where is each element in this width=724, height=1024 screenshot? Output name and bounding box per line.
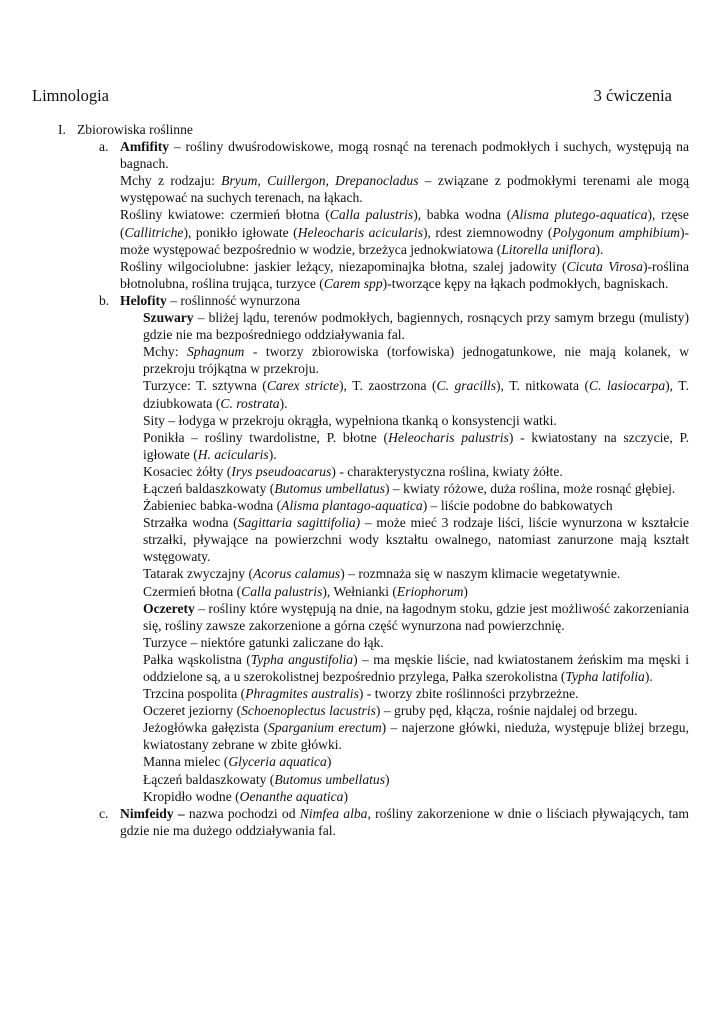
document-body bbox=[0, 121, 724, 839]
text-run: ) - kwiatostany na szczycie, P. igłowate ( bbox=[143, 429, 690, 462]
latin-name: Cicuta Virosa bbox=[566, 258, 643, 274]
text-run: , rośliny zakorzenione w dnie o liściach pływających, tam gdzie nie ma dużego oddziaływania fal. bbox=[120, 805, 689, 838]
text-run: ), rdest ziemnowodny ( bbox=[423, 224, 553, 240]
text-run: – rośliny które występują na dnie, na łagodnym stoku, gdzie jest możliwość zakorzeniania się, rośliny zawsze zakorzenione a górna część wynurzona nad powierzchnię. bbox=[143, 600, 689, 633]
latin-name: Polygonum amphibium bbox=[552, 224, 680, 240]
text-run: Kosaciec żółty ( bbox=[143, 463, 232, 479]
latin-name: C. rostrata bbox=[220, 395, 280, 411]
latin-name: Eriophorum bbox=[396, 583, 464, 599]
term-nimfeidy: Nimfeidy – bbox=[120, 805, 185, 821]
latin-name: Sagittaria sagittifolia) bbox=[237, 515, 361, 531]
latin-name: Calla palustris bbox=[329, 207, 414, 223]
paragraph-kosaciec bbox=[0, 463, 724, 480]
text-run: - tworzy zbiorowiska (torfowiska) jednogatunkowe, nie mają kolanek, w przekroju trójkątna w przekroju. bbox=[143, 344, 690, 377]
latin-name: Schoenoplectus lacustris bbox=[241, 703, 376, 719]
text-run: Rośliny kwiatowe: czermień błotna ( bbox=[120, 207, 330, 223]
text-run: ), T. dziubkowata ( bbox=[143, 378, 689, 411]
text-run: ), ponikło igłowate ( bbox=[183, 224, 298, 240]
paragraph-zabieniec bbox=[0, 497, 724, 514]
section-marker: I. bbox=[58, 122, 66, 137]
latin-name: Sparganium erectum bbox=[268, 720, 382, 736]
latin-name: Glyceria aquatica bbox=[228, 754, 327, 770]
latin-name: Typha angustifolia bbox=[250, 651, 354, 667]
text-run: Pałka wąskolistna ( bbox=[143, 651, 251, 667]
latin-name: Carex stricte bbox=[266, 378, 340, 394]
text-run: ), rzęse ( bbox=[120, 207, 689, 240]
paragraph-flowering-plants bbox=[0, 206, 724, 257]
latin-name: Nimfea alba bbox=[299, 805, 368, 821]
exercise-number: 3 ćwiczenia bbox=[593, 86, 672, 105]
text-run: ). bbox=[644, 669, 653, 684]
latin-name: Bryum, Cuillergon, Drepanocladus bbox=[221, 173, 419, 189]
paragraph-czermien bbox=[0, 583, 724, 600]
text-run: Żabieniec babka-wodna ( bbox=[143, 498, 282, 514]
text-run: Sity – łodyga w przekroju okrągła, wypełniona tkanką o konsystencji watki. bbox=[143, 412, 557, 428]
text-run: Turzyce – niektóre gatunki zaliczane do łąk. bbox=[143, 634, 384, 650]
helofity-definition: – roślinność wynurzona bbox=[166, 292, 301, 308]
text-run: ), babka wodna ( bbox=[413, 207, 512, 223]
term-oczerety: Oczerety bbox=[143, 600, 195, 616]
paragraph-laczen bbox=[0, 480, 724, 497]
latin-name: Irys pseudoacarus bbox=[231, 463, 332, 479]
section-title: Zbiorowiska roślinne bbox=[77, 122, 193, 137]
paragraph-palka bbox=[0, 651, 724, 685]
latin-name: Carem spp bbox=[323, 275, 383, 291]
latin-name: Oenanthe aquatica bbox=[239, 788, 344, 804]
text-run: )-tworzące kępy na łąkach podmokłych, bagniskach. bbox=[382, 275, 669, 291]
text-run: – bliżej lądu, terenów podmokłych, bagiennych, rosnących przy samym brzegu (mulisty) gdzie nie ma bezpośredniego oddziaływania fal. bbox=[143, 310, 689, 343]
term-szuwary: Szuwary bbox=[143, 310, 194, 326]
latin-name: Calla palustris bbox=[241, 583, 323, 599]
text-run: ) bbox=[343, 788, 349, 804]
text-run: )-może występować bezpośrednio w wodzie, brzeżyca jednokwiatowa ( bbox=[120, 224, 689, 257]
text-run: ) – ma męskie liście, nad kwiatostanem żeńskim ma męski i oddzielone są, a u szerokolistnej bezpośrednio przylega, Pałka szerokolistna ( bbox=[143, 651, 689, 684]
amfifity-definition: – rośliny dwuśrodowiskowe, mogą rosnąć na terenach podmokłych i suchych, występują na bagnach. bbox=[120, 139, 689, 172]
latin-name: Alisma plantago-aquatica bbox=[281, 498, 423, 514]
paragraph-manna bbox=[0, 753, 724, 770]
text-run: ) – gruby pęd, kłącza, rośnie najdalej od brzegu. bbox=[375, 703, 638, 719]
latin-name: Sphagnum bbox=[186, 344, 245, 360]
item-b bbox=[0, 292, 724, 309]
paragraph-laczen-2 bbox=[0, 771, 724, 788]
text-run: ) bbox=[326, 754, 332, 770]
text-run: Trzcina pospolita ( bbox=[143, 686, 246, 702]
section-heading bbox=[0, 121, 724, 138]
latin-name: Alisma plutego-aquatica bbox=[511, 207, 648, 223]
text-run: ) - tworzy zbite roślinności przybrzeżne. bbox=[358, 686, 579, 702]
item-c-marker: c. bbox=[99, 805, 109, 821]
text-run: ), Wełnianki ( bbox=[322, 583, 397, 599]
latin-name: Heleocharis acicularis bbox=[297, 224, 423, 240]
text-run: – związane z podmokłymi terenami ale mogą występować na suchych terenach, na łąkach. bbox=[120, 173, 689, 206]
text-run: ). bbox=[595, 241, 604, 257]
paragraph-turzyce bbox=[0, 377, 724, 411]
text-run: Oczeret jeziorny ( bbox=[143, 703, 242, 719]
text-run: ) – kwiaty różowe, duża roślina, może rosnąć głębiej. bbox=[384, 480, 676, 496]
paragraph-ponikla bbox=[0, 429, 724, 463]
text-run: Rośliny wilgociolubne: jaskier leżący, niezapominajka błotna, szalej jadowity ( bbox=[120, 258, 567, 274]
latin-name: Butomus umbellatus bbox=[274, 480, 385, 496]
text-run: ) - charakterystyczna roślina, kwiaty żółte. bbox=[331, 463, 563, 479]
text-run: ) bbox=[463, 583, 468, 599]
paragraph-mosses bbox=[0, 172, 724, 206]
page-header bbox=[32, 86, 672, 108]
item-a bbox=[0, 138, 724, 172]
text-run: – może mieć 3 rodzaje liści, liście wynurzona w kształcie strzałki, pływające na powierzchni wody kształtu owalnego, natomiast zanurzone mają kształt wstęgowaty. bbox=[143, 515, 689, 565]
paragraph-oczerety bbox=[0, 600, 724, 634]
text-run: Tatarak zwyczajny ( bbox=[143, 566, 253, 582]
item-c bbox=[0, 805, 724, 839]
text-run: ). bbox=[268, 446, 277, 462]
paragraph-mchy bbox=[0, 343, 724, 377]
paragraph-kropidlo bbox=[0, 788, 724, 805]
text-run: Czermień błotna ( bbox=[143, 583, 242, 599]
paragraph-szuwary bbox=[0, 309, 724, 343]
course-title: Limnologia bbox=[32, 86, 109, 105]
latin-name: C. gracills bbox=[436, 378, 497, 394]
text-run: ). bbox=[279, 395, 288, 411]
text-run: ) – najerzone główki, nieduża, występuje bliżej brzegu, kwiatostany zebrane w zbite główki. bbox=[143, 720, 689, 753]
text-run: Mchy z rodzaju: bbox=[120, 173, 222, 189]
paragraph-oczeret bbox=[0, 702, 724, 719]
term-helofity: Helofity bbox=[120, 292, 167, 308]
term-amfifity: Amfifity bbox=[120, 139, 170, 155]
paragraph-turzyce-laki bbox=[0, 634, 724, 651]
latin-name: Acorus calamus bbox=[253, 566, 341, 582]
text-run: ) bbox=[384, 771, 390, 787]
item-b-marker: b. bbox=[99, 292, 110, 308]
paragraph-strzalka bbox=[0, 514, 724, 565]
text-run: Manna mielec ( bbox=[143, 754, 229, 770]
text-run: )-roślina błotnolubna, roślina trująca, turzyce ( bbox=[120, 258, 689, 291]
paragraph-moisture-plants bbox=[0, 258, 724, 292]
paragraph-jezoglowka bbox=[0, 719, 724, 753]
text-run: Jeżogłówka gałęzista ( bbox=[143, 720, 269, 736]
text-run: ), T. nitkowata ( bbox=[496, 378, 589, 394]
item-a-marker: a. bbox=[99, 139, 109, 155]
text-run: Turzyce: T. sztywna ( bbox=[143, 378, 267, 394]
latin-name: Typha latifolia bbox=[565, 669, 645, 684]
latin-name: Butomus umbellatus bbox=[274, 771, 385, 787]
text-run: Mchy: bbox=[143, 344, 187, 360]
text-run: ) – rozmnaża się w naszym klimacie wegetatywnie. bbox=[340, 566, 621, 582]
text-run: Strzałka wodna ( bbox=[143, 515, 238, 531]
latin-name: Litorella uniflora bbox=[501, 241, 596, 257]
text-run: nazwa pochodzi od bbox=[184, 805, 300, 821]
latin-name: H. acicularis bbox=[197, 446, 269, 462]
text-run: Kropidło wodne ( bbox=[143, 788, 240, 804]
latin-name: Callitriche bbox=[124, 224, 184, 240]
text-run: ) – liście podobne do babkowatych bbox=[422, 498, 613, 514]
text-run: Łączeń baldaszkowaty ( bbox=[143, 480, 275, 496]
text-run: ), T. zaostrzona ( bbox=[339, 378, 437, 394]
paragraph-sity bbox=[0, 412, 724, 429]
paragraph-tatarak bbox=[0, 565, 724, 582]
latin-name: C. lasiocarpa bbox=[589, 378, 666, 394]
latin-name: Phragmites australis bbox=[245, 686, 359, 702]
text-run: Ponikła – rośliny twardolistne, P. błotne ( bbox=[143, 429, 389, 445]
text-run: Łączeń baldaszkowaty ( bbox=[143, 771, 275, 787]
latin-name: Heleocharis palustris bbox=[388, 429, 509, 445]
paragraph-trzcina bbox=[0, 685, 724, 702]
